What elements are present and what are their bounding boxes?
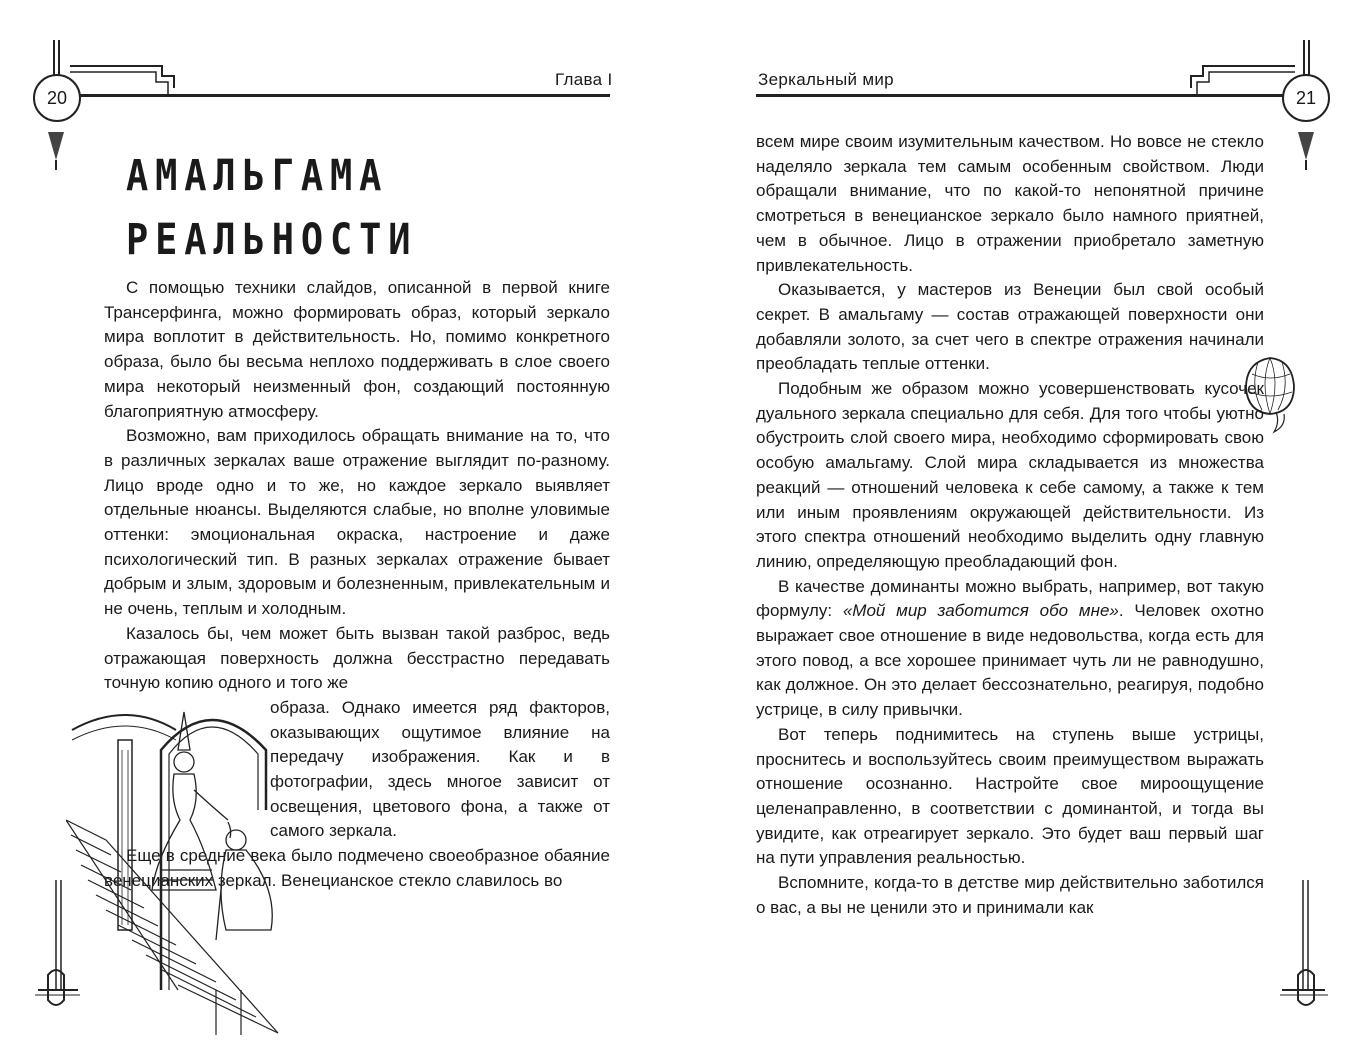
page-number: 20	[33, 74, 81, 122]
right-body-text	[756, 130, 1264, 921]
header-bracket	[70, 62, 190, 98]
formula-quote: «Мой мир заботится обо мне»	[842, 601, 1119, 621]
left-ornament-bottom-lines	[53, 880, 65, 1000]
paragraph: Возможно, вам приходилось обращать внимание на то, что в различных зеркалах ваше отражение выглядит по-разному. Лицо вроде одно и то же, но каждое зеркало выявляет отдельные нюансы. Выделяются слабые, но вполне уловимые оттенки: эмоциональная окраска, настроение и даже психологический тип. В разных зеркалах отражение бывает добрым и злым, здоровым и болезненным, привлекательным и не очень, теплым и холодным.	[104, 426, 610, 619]
paragraph	[756, 575, 1264, 723]
text-span: В качестве доминанты можно выбрать, например, вот такую формулу:	[756, 576, 1264, 621]
running-head: Зеркальный мир	[758, 70, 894, 89]
paragraph: Еще в средние века было подмечено своеобразное обаяние венецианских зеркал. Венецианское стекло славилось во	[104, 846, 610, 890]
chapter-title-line-1: АМАЛЬГАМА	[126, 151, 389, 201]
right-ornament-pillar	[1270, 40, 1330, 1020]
page-number: 21	[1282, 74, 1330, 122]
right-ornament-bottom-lines	[1300, 880, 1312, 1000]
header-bracket	[1175, 62, 1295, 98]
paragraph: Казалось бы, чем может быть вызван такой разброс, ведь отражающая поверхность должна бесстрастно передавать точную копию одного и того же	[104, 623, 610, 693]
paragraph: Оказывается, у мастеров из Венеции был свой особый секрет. В амальгаму — состав отражающей поверхности они добавляли золото, за счет чего в спектре отражения начинали преобладать теплые оттенки.	[756, 280, 1264, 374]
chapter-title	[126, 144, 417, 272]
text-span: . Человек охотно выражает свое отношение в виде недовольства, когда есть для этого повод, а все хорошее принимает чуть ли не равнодушно, как должное. Он это делает бессознательно, реагируя, подобно устрице, в силу привычки.	[756, 601, 1264, 720]
header-rule	[80, 94, 610, 97]
paragraph: Вот теперь поднимитесь на ступень выше устрицы, проснитесь и воспользуйтесь своим преимуществом выражать отношение осознанно. Настройте свое мироощущение целенаправленно, в соответствии с доминантой, и тогда вы увидите, как отреагирует зеркало. Это будет ваш первый шаг на пути управления реальностью.	[756, 724, 1264, 868]
paragraph: образа. Однако имеется ряд факторов, оказывающих ощутимое влияние на передачу изображения. Как и в фотографии, здесь многое зависит от освещения, цветового фона, а также от самого зеркала.	[270, 697, 610, 841]
paragraph: Вспомните, когда-то в детстве мир действительно заботился о вас, а вы не ценили это и принимали как	[756, 873, 1264, 917]
paragraph: Подобным же образом можно усовершенствовать кусочек дуального зеркала специально для себя. Для того чтобы уютно обустроить слой своего мира, необходимо сформировать свою особую амальгаму. Слой мира складывается из множества реакций — отношений человека к себе самому, а также к тем или иным проявлениям окружающей действительности. Из этого спектра отношений необходимо выделить одну главную линию, определяющую преобладающий фон.	[756, 379, 1264, 571]
running-head: Глава I	[555, 70, 613, 89]
paragraph: всем мире своим изумительным качеством. Но вовсе не стекло наделяло зеркала тем самым особенным свойством. Люди обращали внимание, что по какой-то непонятной причине смотреться в венецианское зеркало было намного приятней, чем в обычное. Лицо в отражении приобретало заметную привлекательность.	[756, 132, 1264, 275]
paragraph: С помощью техники слайдов, описанной в первой книге Трансерфинга, можно формировать образ, который зеркало мира воплотит в действительность. Но, помимо конкретного образа, было бы весьма неплохо поддерживать в слое своего мира некоторый неизменный фон, создающий постоянную благоприятную атмосферу.	[104, 278, 610, 421]
right-page	[680, 0, 1360, 1045]
shell-illustration	[1240, 352, 1300, 436]
chapter-title-line-2: РЕАЛЬНОСТИ	[126, 215, 418, 265]
staircase-illustration	[66, 690, 296, 1035]
header-rule	[756, 94, 1288, 97]
